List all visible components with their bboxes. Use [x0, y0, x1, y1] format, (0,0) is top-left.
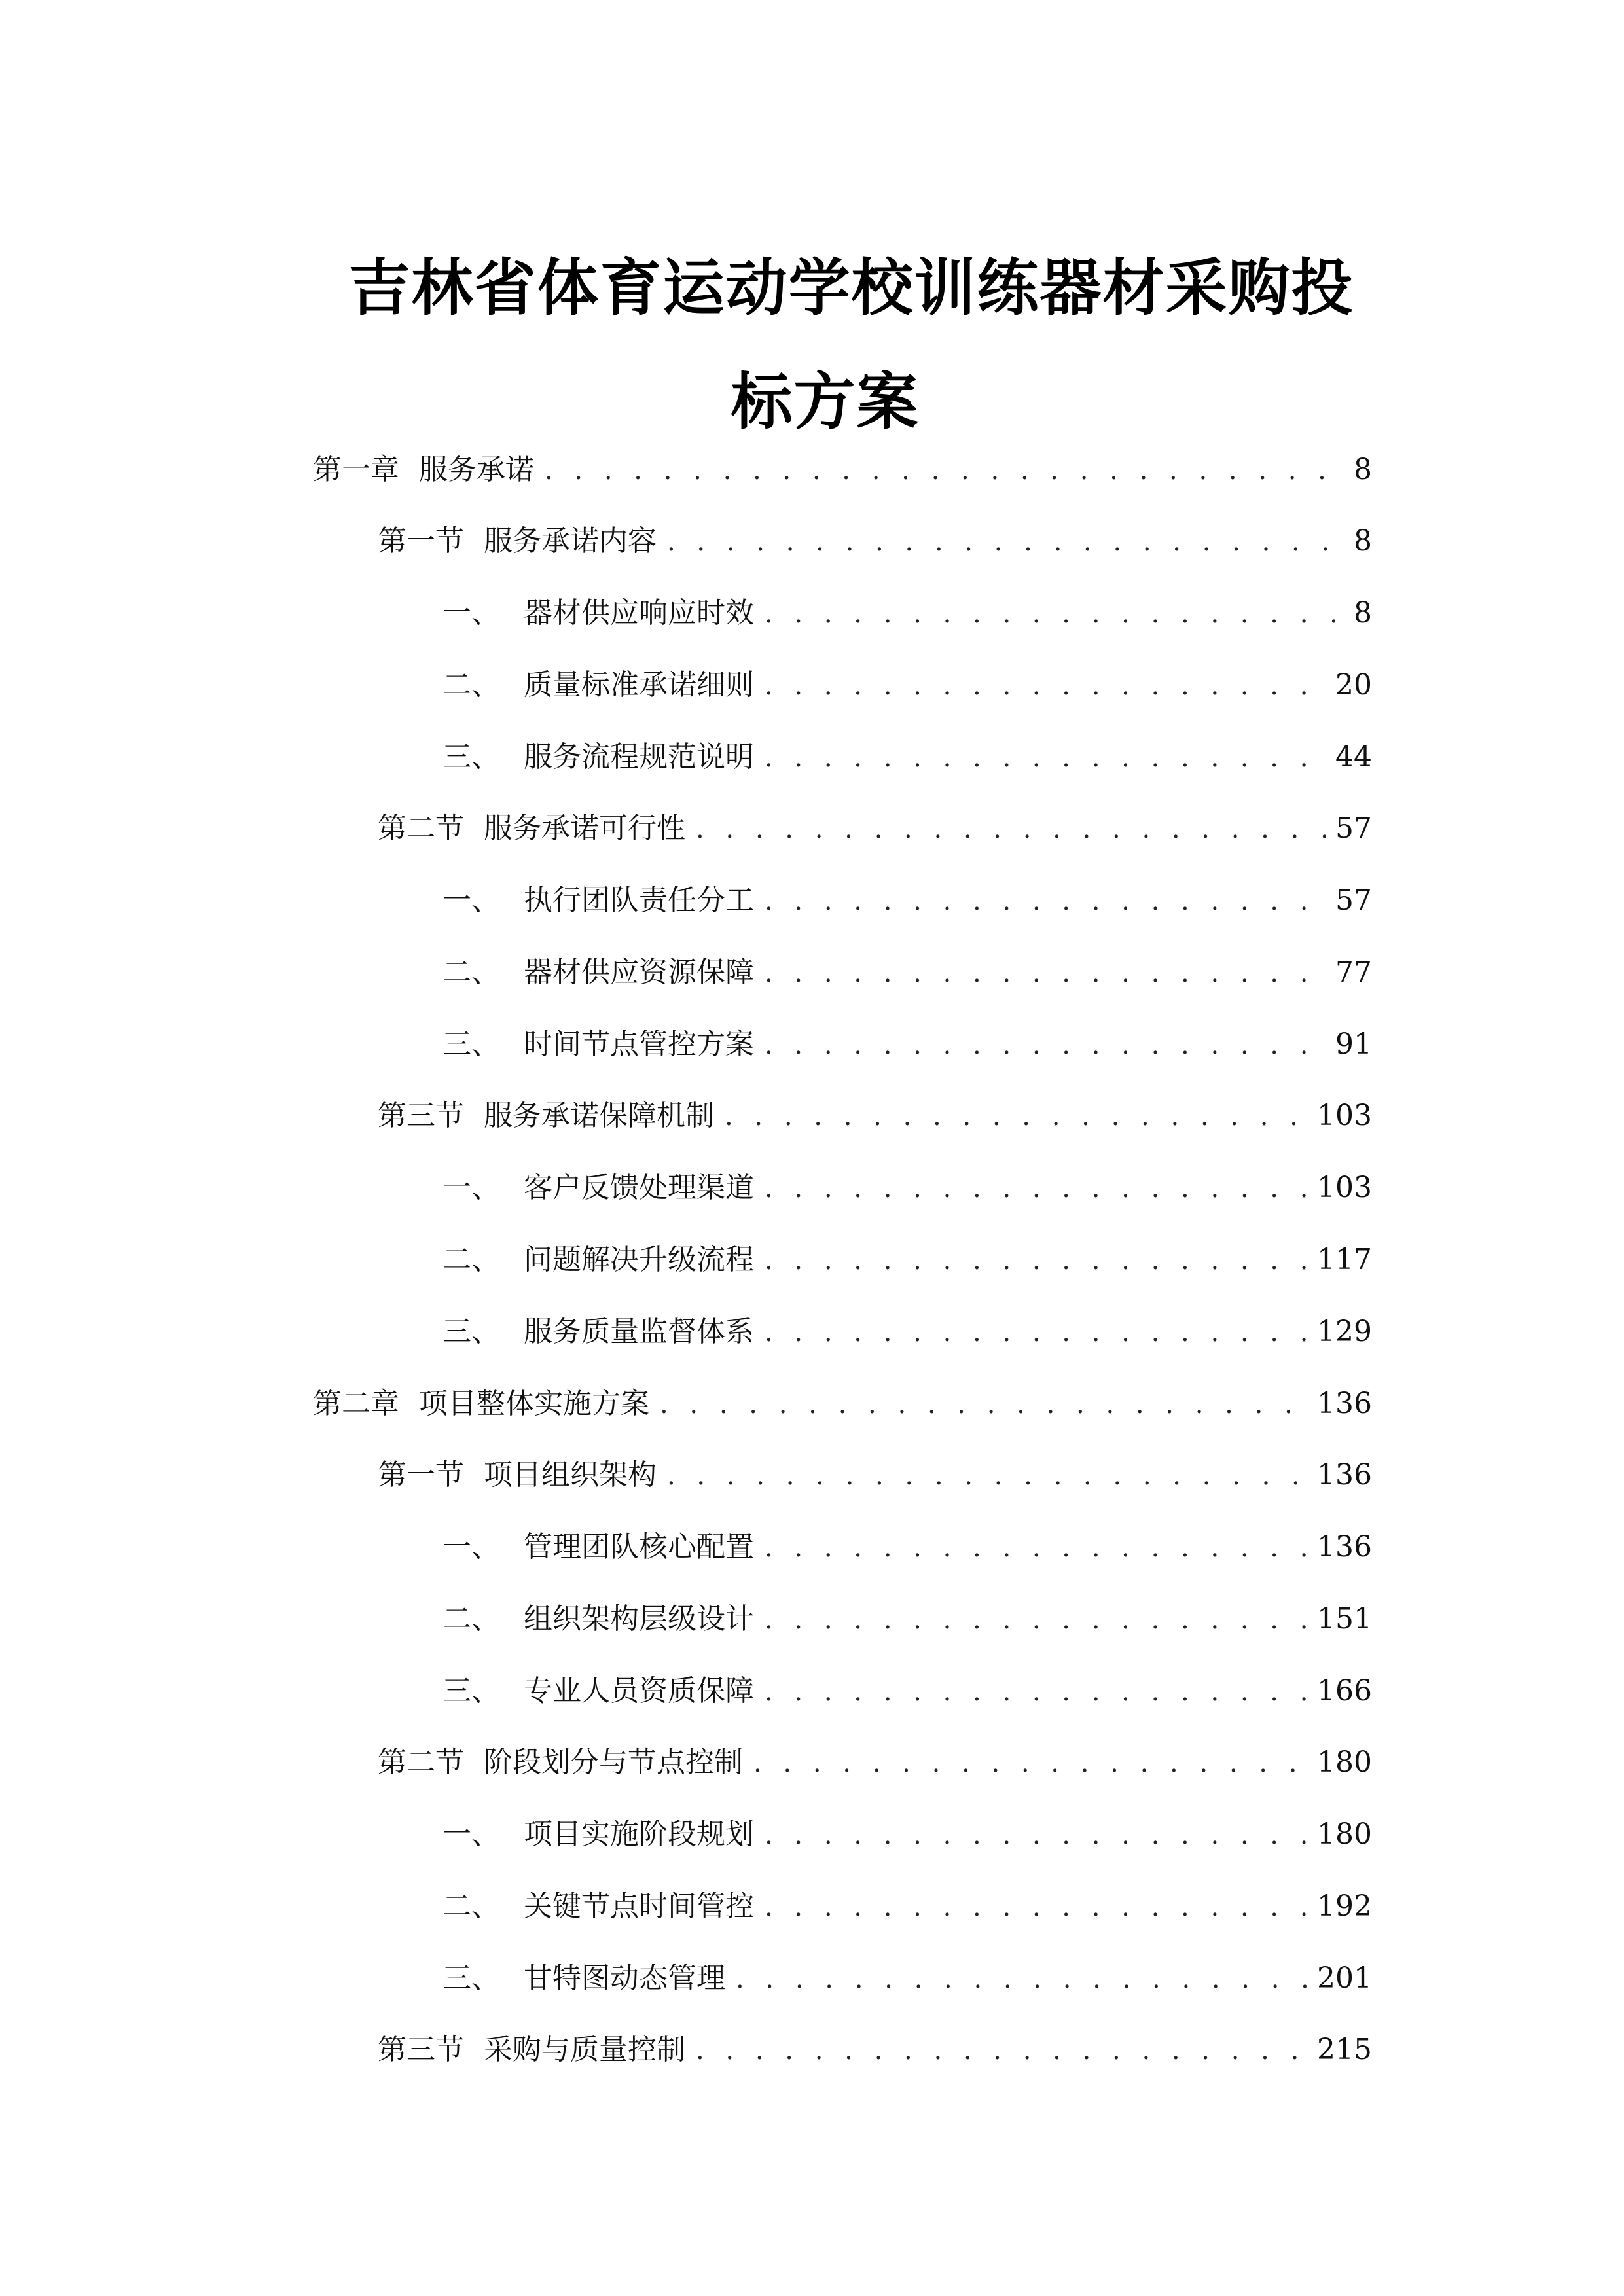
toc-entry-title: 服务承诺	[419, 453, 534, 486]
toc-entry-number: 三、	[442, 1028, 500, 1061]
document-title-line-2: 标方案	[731, 366, 920, 438]
toc-entry-title: 问题解决升级流程	[524, 1243, 754, 1276]
toc-page-number: 8	[1354, 453, 1372, 486]
toc-entry-title: 项目组织架构	[484, 1458, 657, 1492]
toc-dot-leader	[696, 806, 1326, 852]
toc-entry-title: 服务流程规范说明	[524, 740, 754, 774]
toc-entry-title: 服务承诺内容	[484, 524, 657, 558]
toc-entry-title: 器材供应资源保障	[524, 956, 754, 989]
toc-entry-number: 二、	[442, 1243, 500, 1276]
toc-chapter-entry[interactable]	[313, 447, 1372, 493]
toc-dot-leader	[765, 1525, 1308, 1571]
toc-entry-title: 组织架构层级设计	[524, 1602, 754, 1636]
toc-item-entry[interactable]	[442, 590, 1372, 636]
toc-page-number: 151	[1317, 1602, 1372, 1636]
toc-chapter-entry[interactable]	[313, 1381, 1372, 1427]
toc-entry-number: 一、	[442, 884, 500, 917]
toc-entry-number: 第二节	[378, 812, 464, 845]
toc-item-entry[interactable]	[442, 1884, 1372, 1929]
toc-dot-leader	[765, 663, 1326, 709]
toc-section-entry[interactable]	[378, 1093, 1372, 1139]
toc-entry-number: 第一节	[378, 1458, 464, 1492]
toc-entry-title: 器材供应响应时效	[524, 596, 754, 630]
toc-item-entry[interactable]	[442, 1022, 1372, 1067]
toc-page-number: 77	[1335, 956, 1372, 989]
toc-page-number: 136	[1317, 1458, 1372, 1492]
toc-page-number: 20	[1335, 668, 1372, 702]
toc-entry-number: 一、	[442, 1530, 500, 1564]
toc-dot-leader	[667, 519, 1343, 565]
toc-page-number: 215	[1317, 2033, 1372, 2066]
toc-dot-leader	[545, 448, 1343, 493]
toc-page-number: 180	[1317, 1746, 1372, 1779]
toc-entry-number: 一、	[442, 1171, 500, 1204]
toc-entry-number: 二、	[442, 668, 500, 702]
toc-entry-title: 管理团队核心配置	[524, 1530, 754, 1564]
toc-page-number: 166	[1317, 1674, 1372, 1708]
toc-item-entry[interactable]	[442, 734, 1372, 780]
toc-page-number: 44	[1335, 740, 1372, 774]
toc-entry-number: 第三节	[378, 2033, 464, 2066]
toc-page-number: 57	[1335, 884, 1372, 917]
toc-dot-leader	[765, 878, 1326, 924]
toc-item-entry[interactable]	[442, 878, 1372, 924]
toc-page-number: 201	[1317, 1962, 1372, 1995]
toc-item-entry[interactable]	[442, 1524, 1372, 1570]
toc-item-entry[interactable]	[442, 662, 1372, 708]
toc-dot-leader	[765, 950, 1326, 996]
toc-page-number: 103	[1317, 1099, 1372, 1132]
toc-page-number: 117	[1317, 1243, 1372, 1276]
toc-item-entry[interactable]	[442, 1309, 1372, 1355]
toc-dot-leader	[765, 1166, 1308, 1211]
toc-dot-leader	[753, 1740, 1308, 1786]
toc-page-number: 136	[1317, 1530, 1372, 1564]
toc-entry-number: 二、	[442, 1602, 500, 1636]
toc-dot-leader	[765, 1669, 1308, 1715]
toc-entry-title: 专业人员资质保障	[524, 1674, 754, 1708]
toc-page-number: 192	[1317, 1890, 1372, 1923]
toc-entry-number: 一、	[442, 596, 500, 630]
toc-page-number: 129	[1317, 1315, 1372, 1348]
toc-dot-leader	[765, 1022, 1326, 1068]
toc-dot-leader	[765, 735, 1326, 781]
toc-item-entry[interactable]	[442, 1237, 1372, 1283]
toc-item-entry[interactable]	[442, 1165, 1372, 1211]
toc-dot-leader	[765, 1812, 1308, 1858]
toc-section-entry[interactable]	[378, 1740, 1372, 1785]
toc-entry-number: 三、	[442, 1962, 500, 1995]
toc-page-number: 136	[1317, 1387, 1372, 1420]
document-title-line-1: 吉林省体育运动学校训练器材采购投	[348, 252, 1354, 324]
toc-entry-number: 第三节	[378, 1099, 464, 1132]
toc-entry-title: 服务承诺保障机制	[484, 1099, 714, 1132]
toc-page-number: 180	[1317, 1818, 1372, 1851]
toc-entry-number: 第一节	[378, 524, 464, 558]
toc-entry-title: 阶段划分与节点控制	[484, 1746, 743, 1779]
toc-item-entry[interactable]	[442, 1668, 1372, 1714]
toc-entry-number: 第二章	[313, 1387, 399, 1420]
toc-entry-title: 时间节点管控方案	[524, 1028, 754, 1061]
toc-page-number: 91	[1335, 1028, 1372, 1061]
toc-entry-title: 关键节点时间管控	[524, 1890, 754, 1923]
toc-page-number: 103	[1317, 1171, 1372, 1204]
toc-entry-number: 三、	[442, 1674, 500, 1708]
toc-entry-number: 三、	[442, 740, 500, 774]
toc-item-entry[interactable]	[442, 1596, 1372, 1642]
toc-entry-title: 服务承诺可行性	[484, 812, 685, 845]
toc-item-entry[interactable]	[442, 1956, 1372, 2001]
toc-dot-leader	[725, 1094, 1308, 1139]
toc-entry-title: 甘特图动态管理	[524, 1962, 725, 1995]
toc-entry-title: 服务质量监督体系	[524, 1315, 754, 1348]
toc-item-entry[interactable]	[442, 1812, 1372, 1857]
toc-dot-leader	[765, 591, 1343, 637]
toc-entry-number: 一、	[442, 1818, 500, 1851]
toc-dot-leader	[765, 1597, 1308, 1643]
toc-dot-leader	[765, 1884, 1308, 1930]
toc-section-entry[interactable]	[378, 518, 1372, 564]
toc-page-number: 8	[1354, 524, 1372, 558]
toc-dot-leader	[696, 2028, 1308, 2073]
toc-entry-number: 三、	[442, 1315, 500, 1348]
toc-page-number: 57	[1335, 812, 1372, 845]
toc-dot-leader	[765, 1238, 1308, 1283]
toc-dot-leader	[736, 1956, 1308, 2002]
toc-entry-title: 项目整体实施方案	[419, 1387, 649, 1420]
toc-section-entry[interactable]	[378, 1452, 1372, 1498]
toc-section-entry[interactable]	[378, 806, 1372, 852]
toc-entry-title: 采购与质量控制	[484, 2033, 685, 2066]
toc-entry-number: 第一章	[313, 453, 399, 486]
toc-entry-number: 二、	[442, 1890, 500, 1923]
toc-item-entry[interactable]	[442, 950, 1372, 996]
toc-entry-title: 客户反馈处理渠道	[524, 1171, 754, 1204]
toc-entry-number: 二、	[442, 956, 500, 989]
toc-entry-title: 执行团队责任分工	[524, 884, 754, 917]
toc-dot-leader	[660, 1382, 1308, 1427]
toc-section-entry[interactable]	[378, 2027, 1372, 2073]
toc-entry-title: 项目实施阶段规划	[524, 1818, 754, 1851]
toc-dot-leader	[667, 1453, 1308, 1499]
toc-entry-number: 第二节	[378, 1746, 464, 1779]
toc-page-number: 8	[1354, 596, 1372, 630]
toc-dot-leader	[765, 1310, 1308, 1355]
toc-entry-title: 质量标准承诺细则	[524, 668, 754, 702]
